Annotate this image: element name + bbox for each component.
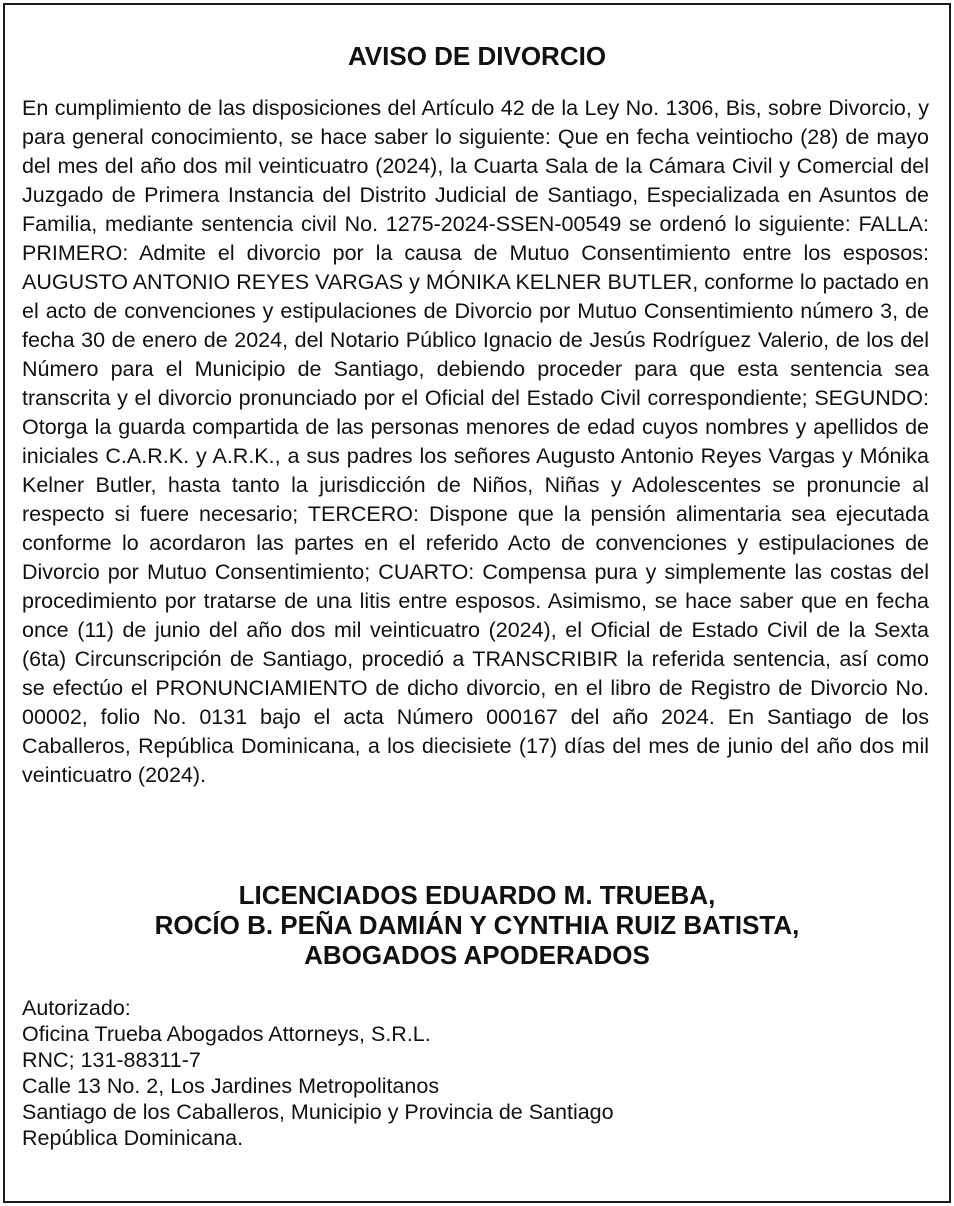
- authorized-block: [22, 995, 614, 1151]
- signatory-line: ROCÍO B. PEÑA DAMIÁN Y CYNTHIA RUIZ BATISTA,: [154, 910, 800, 940]
- signatory-line: LICENCIADOS EDUARDO M. TRUEBA,: [238, 880, 716, 910]
- country-line: República Dominicana.: [22, 1126, 244, 1150]
- firm-name: Oficina Trueba Abogados Attorneys, S.R.L.: [22, 1022, 431, 1046]
- city-line: Santiago de los Caballeros, Municipio y Provincia de Santiago: [22, 1100, 614, 1124]
- authorized-label: Autorizado:: [22, 996, 131, 1020]
- signatories-block: [5, 880, 949, 970]
- address-line: Calle 13 No. 2, Los Jardines Metropolitanos: [22, 1074, 440, 1098]
- notice-body: En cumplimiento de las disposiciones del Artículo 42 de la Ley No. 1306, Bis, sobre Divorcio, y para general conocimiento, se hace saber lo siguiente: Que en fecha veintiocho (28) de mayo del mes del año dos mil veinticuatro (2024), la Cuarta Sala de la Cámara Civil y Comercial del Juzgado de Primera Instancia del Distrito Judicial de Santiago, Especializada en Asuntos de Familia, mediante sentencia civil No. 1275-2024-SSEN-00549 se ordenó lo siguiente: FALLA: PRIMERO: Admite el divorcio por la causa de Mutuo Consentimiento entre los esposos: AUGUSTO ANTONIO REYES VARGAS y MÓNIKA KELNER BUTLER, conforme lo pactado en el acto de convenciones y estipulaciones de Divorcio por Mutuo Consentimiento número 3, de fecha 30 de enero de 2024, del Notario Público Ignacio de Jesús Rodríguez Valerio, de los del Número para el Municipio de Santiago, debiendo proceder para que esta sentencia sea transcrita y el divorcio pronunciado por el Oficial del Estado Civil correspondiente; SEGUNDO: Otorga la guarda compartida de las personas menores de edad cuyos nombres y apellidos de iniciales C.A.R.K. y A.R.K., a sus padres los señores Augusto Antonio Reyes Vargas y Mónika Kelner Butler, hasta tanto la jurisdicción de Niños, Niñas y Adolescentes se pronuncie al respecto si fuere necesario; TERCERO: Dispone que la pensión alimentaria sea ejecutada conforme lo acordaron las partes en el referido Acto de convenciones y estipulaciones de Divorcio por Mutuo Consentimiento; CUARTO: Compensa pura y simplemente las costas del procedimiento por tratarse de una litis entre esposos. Asimismo, se hace saber que en fecha once (11) de junio del año dos mil veinticuatro (2024), el Oficial de Estado Civil de la Sexta (6ta) Circunscripción de Santiago, procedió a TRANSCRIBIR la referida sentencia, así como se efectúo el PRONUNCIAMIENTO de dicho divorcio, en el libro de Registro de Divorcio No. 00002, folio No. 0131 bajo el acta Número 000167 del año 2024. En Santiago de los Caballeros, República Dominicana, a los diecisiete (17) días del mes de junio del año dos mil veinticuatro (2024).: [22, 96, 929, 787]
- signatory-line: ABOGADOS APODERADOS: [304, 940, 650, 970]
- legal-notice: [3, 3, 951, 1203]
- notice-title: AVISO DE DIVORCIO: [347, 41, 607, 71]
- rnc-number: RNC; 131-88311-7: [22, 1048, 201, 1072]
